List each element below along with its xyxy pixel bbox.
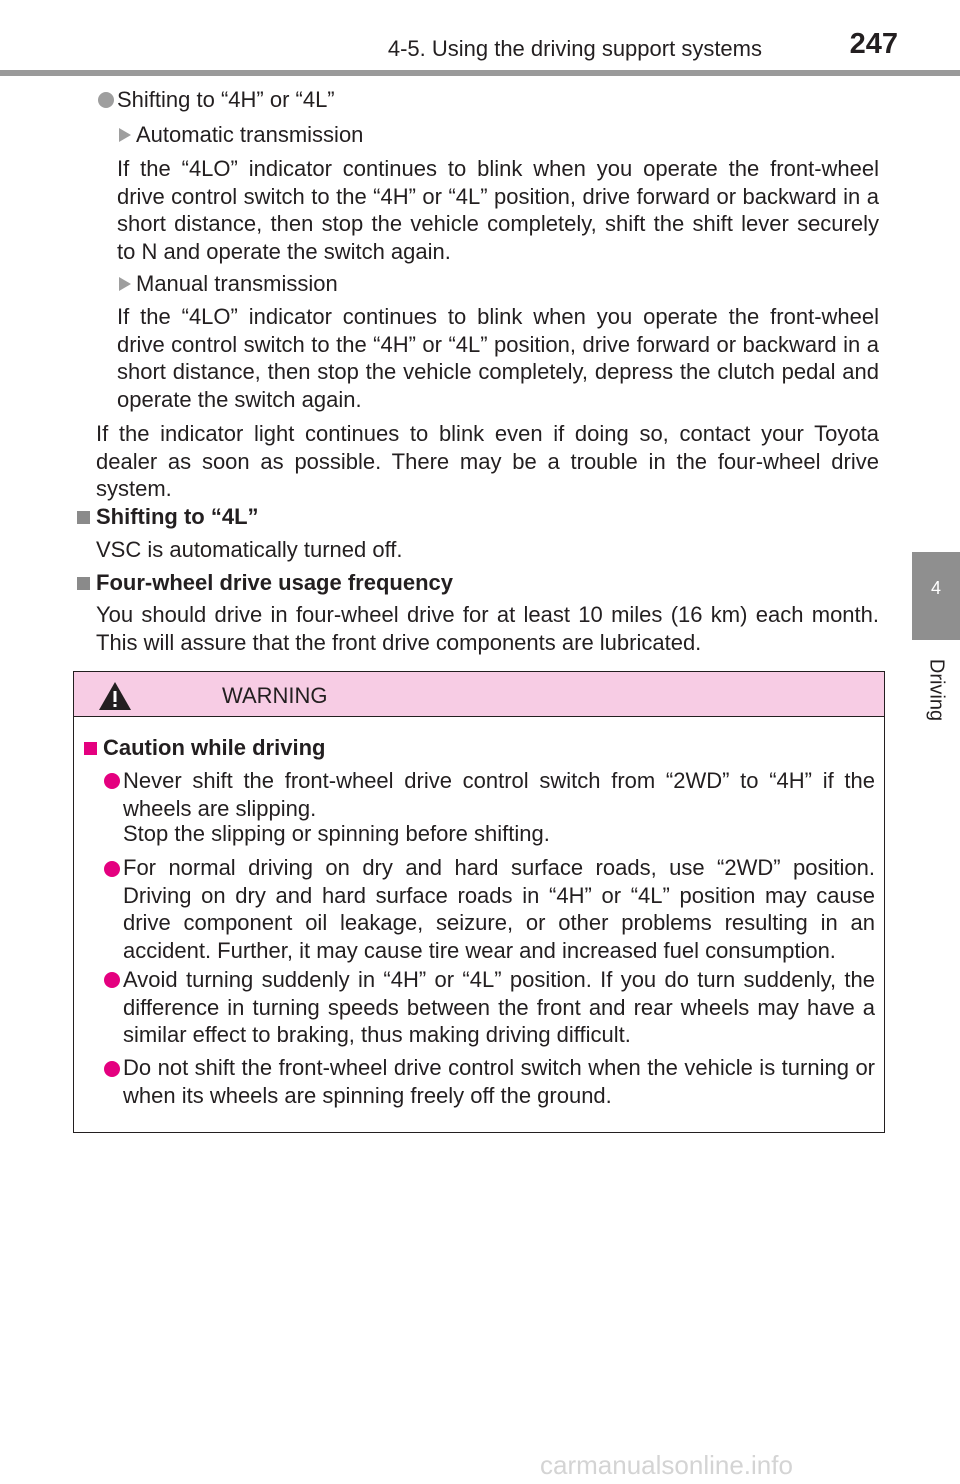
shift-4l-text: VSC is automatically turned off. <box>96 537 403 562</box>
automatic-transmission-text: If the “4LO” indicator continues to blink when you operate the front-wheel drive control switch to the “4H” or “4L” position, drive forward or backward in a short distance, then stop the vehicle completely, shift the shift lever securely to N and operate the switch again. <box>117 156 879 264</box>
watermark: carmanualsonline.info <box>540 1450 793 1480</box>
manual-transmission-text: If the “4LO” indicator continues to blink when you operate the front-wheel drive control switch to the “4H” or “4L” position, drive forward or backward in a short distance, then stop the vehicle completely, depress the clutch pedal and operate the switch again. <box>117 304 879 412</box>
usage-frequency-heading: Four-wheel drive usage frequency <box>96 570 453 595</box>
circle-bullet-icon <box>104 1061 120 1077</box>
usage-frequency-text: You should drive in four-wheel drive for at least 10 miles (16 km) each month. This will assure that the front drive components are lubricated. <box>96 602 879 655</box>
indicator-paragraph: If the indicator light continues to blink even if doing so, contact your Toyota dealer as soon as possible. There may be a trouble in the four-wheel drive system. <box>96 421 879 501</box>
square-bullet-icon <box>77 577 90 590</box>
chapter-label: Driving <box>925 658 948 722</box>
warning-title: WARNING <box>222 683 328 708</box>
shift-4l-heading: Shifting to “4L” <box>96 504 259 529</box>
square-bullet-icon <box>77 511 90 524</box>
shifting-item: Shifting to “4H” or “4L” <box>117 87 335 112</box>
warning-item-1-note: Stop the slipping or spinning before shifting. <box>123 821 550 846</box>
warning-header <box>74 672 884 717</box>
section-title: 4-5. Using the driving support systems <box>387 36 762 61</box>
triangle-bullet-icon <box>119 128 131 142</box>
warning-item-2: For normal driving on dry and hard surface roads, use “2WD” position. Driving on dry and hard surface roads in “4H” or “4L” position may cause drive component oil leakage, seizure, or other problems resulting in an accident. Further, it may cause tire wear and increased fuel consumption. <box>123 855 875 963</box>
chapter-tab <box>912 552 960 640</box>
warning-item-1: Never shift the front-wheel drive control switch from “2WD” to “4H” if the wheels are slipping. <box>123 768 875 821</box>
header-divider <box>0 70 960 76</box>
warning-triangle-icon <box>97 680 133 712</box>
triangle-bullet-icon <box>119 277 131 291</box>
warning-item-3: Avoid turning suddenly in “4H” or “4L” position. If you do turn suddenly, the difference in turning speeds between the front and rear wheels may have a similar effect to braking, thus making driving difficult. <box>123 967 875 1047</box>
caution-heading: Caution while driving <box>103 735 326 760</box>
automatic-transmission-heading: Automatic transmission <box>136 122 364 147</box>
warning-item-4: Do not shift the front-wheel drive control switch when the vehicle is turning or when its wheels are spinning freely off the ground. <box>123 1055 875 1108</box>
page-number: 247 <box>849 28 898 60</box>
manual-transmission-heading: Manual transmission <box>136 271 338 296</box>
circle-bullet-icon <box>104 773 120 789</box>
circle-bullet-icon <box>104 861 120 877</box>
square-bullet-icon <box>84 742 97 755</box>
circle-bullet-icon <box>98 92 114 108</box>
chapter-number: 4 <box>930 578 941 598</box>
circle-bullet-icon <box>104 972 120 988</box>
